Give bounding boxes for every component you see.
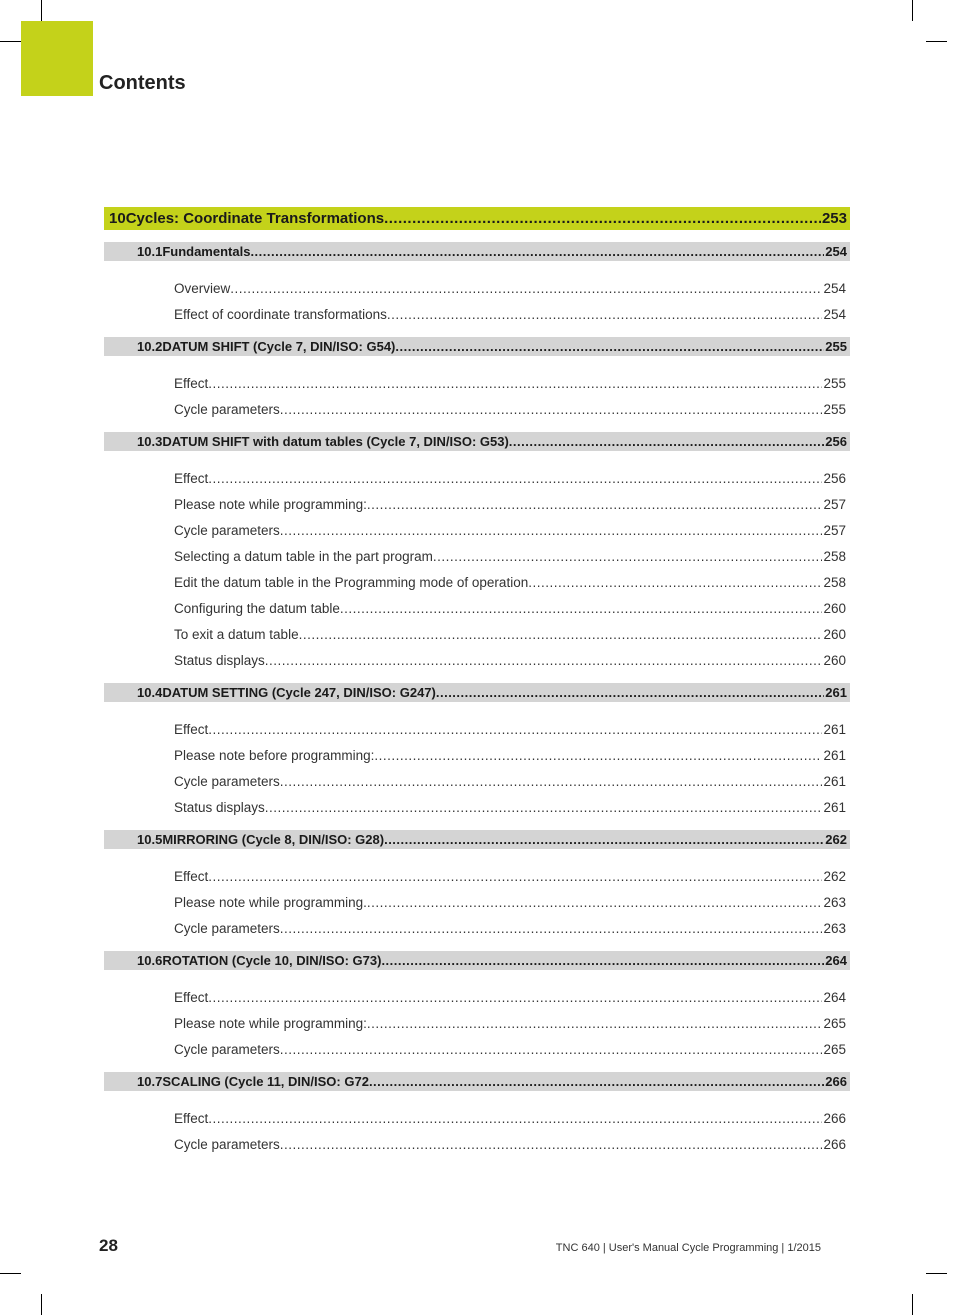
toc-section[interactable] <box>104 951 850 970</box>
entry-title: Edit the datum table in the Programming mode of operation <box>174 574 529 590</box>
crop-mark <box>912 1294 913 1315</box>
page-title: Contents <box>99 72 186 94</box>
entry-title: Cycle parameters <box>174 401 280 417</box>
toc-section[interactable] <box>104 683 850 702</box>
entry-title: Cycle parameters <box>174 773 280 789</box>
entry-page: 261 <box>823 773 846 789</box>
toc-entry[interactable] <box>104 517 850 543</box>
entry-page: 261 <box>823 799 846 815</box>
section-title: SCALING (Cycle 11, DIN/ISO: G72 <box>162 1074 369 1089</box>
entry-page: 255 <box>823 401 846 417</box>
toc-entry[interactable] <box>104 647 850 673</box>
table-of-contents <box>104 207 850 1157</box>
toc-entry[interactable] <box>104 863 850 889</box>
entry-page: 263 <box>823 920 846 936</box>
entry-title: Selecting a datum table in the part program <box>174 548 433 564</box>
toc-section[interactable] <box>104 432 850 451</box>
entry-title: Cycle parameters <box>174 1136 280 1152</box>
entry-page: 258 <box>823 574 846 590</box>
entry-page: 257 <box>823 522 846 538</box>
entry-title: Effect <box>174 375 209 391</box>
entry-title: Cycle parameters <box>174 1041 280 1057</box>
entry-page: 258 <box>823 548 846 564</box>
crop-mark <box>0 1273 21 1274</box>
section-number: 10.5 <box>137 832 163 847</box>
section-title: DATUM SETTING (Cycle 247, DIN/ISO: G247) <box>162 685 436 700</box>
entry-page: 254 <box>823 306 846 322</box>
entry-title: Effect <box>174 1110 209 1126</box>
entry-title: Effect <box>174 989 209 1005</box>
crop-mark <box>41 0 42 21</box>
toc-entry[interactable] <box>104 1105 850 1131</box>
toc-entry[interactable] <box>104 465 850 491</box>
crop-mark <box>0 41 21 42</box>
section-page: 254 <box>825 244 847 259</box>
entry-title: Status displays <box>174 799 265 815</box>
toc-entry[interactable] <box>104 621 850 647</box>
entry-title: Cycle parameters <box>174 522 280 538</box>
section-page: 261 <box>825 685 847 700</box>
toc-entry[interactable] <box>104 984 850 1010</box>
page-number: 28 <box>99 1236 118 1255</box>
entry-title: Cycle parameters <box>174 920 280 936</box>
entry-page: 261 <box>823 721 846 737</box>
entry-page: 255 <box>823 375 846 391</box>
entry-title: Please note while programming. <box>174 894 367 910</box>
entry-page: 265 <box>823 1041 846 1057</box>
section-title: Fundamentals <box>162 244 251 259</box>
toc-entry[interactable] <box>104 915 850 941</box>
entry-page: 260 <box>823 652 846 668</box>
section-title: DATUM SHIFT (Cycle 7, DIN/ISO: G54) <box>162 339 396 354</box>
crop-mark <box>41 1294 42 1315</box>
toc-chapter[interactable] <box>104 207 850 230</box>
section-number: 10.7 <box>137 1074 163 1089</box>
footer-text: TNC 640 | User's Manual Cycle Programming | 1/2015 <box>555 1242 821 1254</box>
toc-entry[interactable] <box>104 301 850 327</box>
entry-title: Effect <box>174 868 209 884</box>
chapter-page: 253 <box>821 210 847 227</box>
toc-sections <box>104 242 850 1157</box>
entry-title: Effect of coordinate transformations <box>174 306 387 322</box>
section-title: ROTATION (Cycle 10, DIN/ISO: G73) <box>162 953 382 968</box>
entry-title: Status displays <box>174 652 265 668</box>
section-number: 10.1 <box>137 244 163 259</box>
entry-page: 257 <box>823 496 846 512</box>
crop-mark <box>912 0 913 21</box>
section-title: DATUM SHIFT with datum tables (Cycle 7, DIN/ISO: G53) <box>162 434 509 449</box>
section-page: 255 <box>825 339 847 354</box>
toc-section[interactable] <box>104 830 850 849</box>
toc-entry[interactable] <box>104 1036 850 1062</box>
entry-title: Please note while programming: <box>174 496 367 512</box>
section-page: 256 <box>825 434 847 449</box>
entry-page: 260 <box>823 626 846 642</box>
section-page: 262 <box>825 832 847 847</box>
entry-page: 265 <box>823 1015 846 1031</box>
section-number: 10.2 <box>137 339 163 354</box>
toc-entry[interactable] <box>104 543 850 569</box>
chapter-title: Cycles: Coordinate Transformations <box>125 210 385 227</box>
entry-page: 262 <box>823 868 846 884</box>
toc-entry[interactable] <box>104 768 850 794</box>
section-page: 264 <box>825 953 847 968</box>
toc-section[interactable] <box>104 242 850 261</box>
entry-page: 254 <box>823 280 846 296</box>
entry-title: Please note while programming: <box>174 1015 367 1031</box>
toc-section[interactable] <box>104 1072 850 1091</box>
section-number: 10.6 <box>137 953 163 968</box>
toc-entry[interactable] <box>104 491 850 517</box>
entry-title: Overview <box>174 280 231 296</box>
toc-entry[interactable] <box>104 396 850 422</box>
toc-entry[interactable] <box>104 1010 850 1036</box>
toc-entry[interactable] <box>104 742 850 768</box>
toc-entry[interactable] <box>104 569 850 595</box>
toc-section[interactable] <box>104 337 850 356</box>
toc-entry[interactable] <box>104 275 850 301</box>
entry-page: 260 <box>823 600 846 616</box>
toc-entry[interactable] <box>104 370 850 396</box>
entry-title: Effect <box>174 721 209 737</box>
toc-entry[interactable] <box>104 716 850 742</box>
toc-entry[interactable] <box>104 794 850 820</box>
entry-title: Please note before programming: <box>174 747 375 763</box>
entry-page: 263 <box>823 894 846 910</box>
entry-title: Configuring the datum table <box>174 600 340 616</box>
section-page: 266 <box>825 1074 847 1089</box>
section-title: MIRRORING (Cycle 8, DIN/ISO: G28) <box>162 832 385 847</box>
toc-entry[interactable] <box>104 595 850 621</box>
entry-title: To exit a datum table <box>174 626 299 642</box>
entry-page: 266 <box>823 1110 846 1126</box>
crop-mark <box>926 41 947 42</box>
section-number: 10.3 <box>137 434 163 449</box>
entry-page: 256 <box>823 470 846 486</box>
section-number: 10.4 <box>137 685 163 700</box>
toc-entry[interactable] <box>104 1131 850 1157</box>
crop-mark <box>926 1273 947 1274</box>
entry-page: 261 <box>823 747 846 763</box>
entry-page: 264 <box>823 989 846 1005</box>
accent-block <box>21 21 93 96</box>
chapter-number: 10 <box>109 210 126 227</box>
entry-title: Effect <box>174 470 209 486</box>
toc-entry[interactable] <box>104 889 850 915</box>
entry-page: 266 <box>823 1136 846 1152</box>
